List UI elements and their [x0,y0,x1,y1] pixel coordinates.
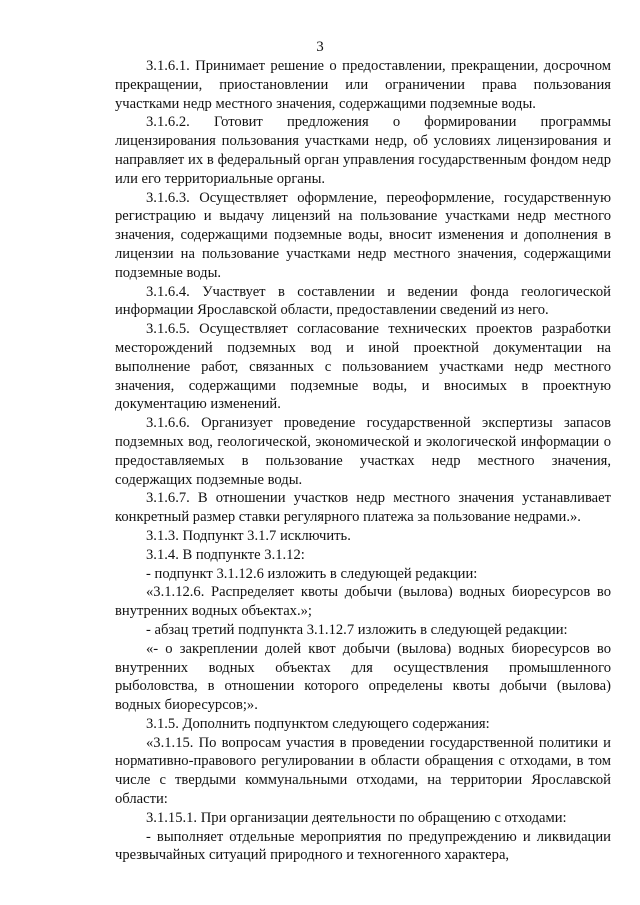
document-body [115,57,611,865]
paragraph: 3.1.6.3. Осуществляет оформление, переоформление, государственную регистрацию и выдачу лицензий на пользование участками недр местного значения, содержащими подземные воды, вносит изменения и дополнения в лицензии на пользование участками недр местного значения, содержащими подземные воды. [115,189,611,281]
paragraph: 3.1.6.5. Осуществляет согласование технических проектов разработки месторождений подземных вод и иной проектной документации на выполнение работ, связанных с пользованием участками недр местного значения, содержащими подземные воды, и вносимых в проектную документацию изменений. [115,321,611,413]
paragraph: 3.1.6.6. Организует проведение государственной экспертизы запасов подземных вод, геологической, экономической и экологической информации о предоставляемых в пользование участках недр местного значения, содержащих подземные воды. [115,415,611,488]
paragraph: «3.1.15. По вопросам участия в проведении государственной политики и нормативно-правового регулировании в области обращения с отходами, в том числе с твердыми коммунальными отходами, на территории Ярославской области: [115,734,611,808]
paragraph: 3.1.6.4. Участвует в составлении и ведении фонда геологической информации Ярославской области, предоставлении сведений из него. [115,283,611,319]
paragraph: 3.1.15.1. При организации деятельности по обращению с отходами: [146,809,567,826]
paragraph: - подпункт 3.1.12.6 изложить в следующей редакции: [146,565,478,582]
paragraph: - абзац третий подпункта 3.1.12.7 изложить в следующей редакции: [146,621,568,638]
paragraph: 3.1.6.1. Принимает решение о предоставлении, прекращении, досрочном прекращении, приостановлении или ограничении права пользования участками недр местного значения, содержащими подземные воды. [115,58,611,112]
paragraph: 3.1.6.2. Готовит предложения о формировании программы лицензирования пользования участками недр, об условиях лицензирования и направляет их в федеральный орган управления государственным фондом недр или его территориальные органы. [115,114,611,187]
paragraph: 3.1.4. В подпункте 3.1.12: [146,546,305,563]
paragraph: - выполняет отдельные мероприятия по предупреждению и ликвидации чрезвычайных ситуаций природного и техногенного характера, [115,828,611,864]
paragraph: 3.1.6.7. В отношении участков недр местного значения устанавливает конкретный размер ставки регулярного платежа за пользование недрами.». [115,490,611,526]
paragraph: «3.1.12.6. Распределяет квоты добычи (вылова) водных биоресурсов во внутренних водных объектах.»; [115,584,611,620]
paragraph: «- о закреплении долей квот добычи (вылова) водных биоресурсов во внутренних водных объектах для осуществления промышленного рыболовства, в отношении которого определены квоты добычи (вылова) водных биоресурсов;». [115,640,611,714]
paragraph: 3.1.5. Дополнить подпунктом следующего содержания: [146,715,490,732]
page-number: 3 [316,39,324,55]
paragraph: 3.1.3. Подпункт 3.1.7 исключить. [146,527,351,544]
